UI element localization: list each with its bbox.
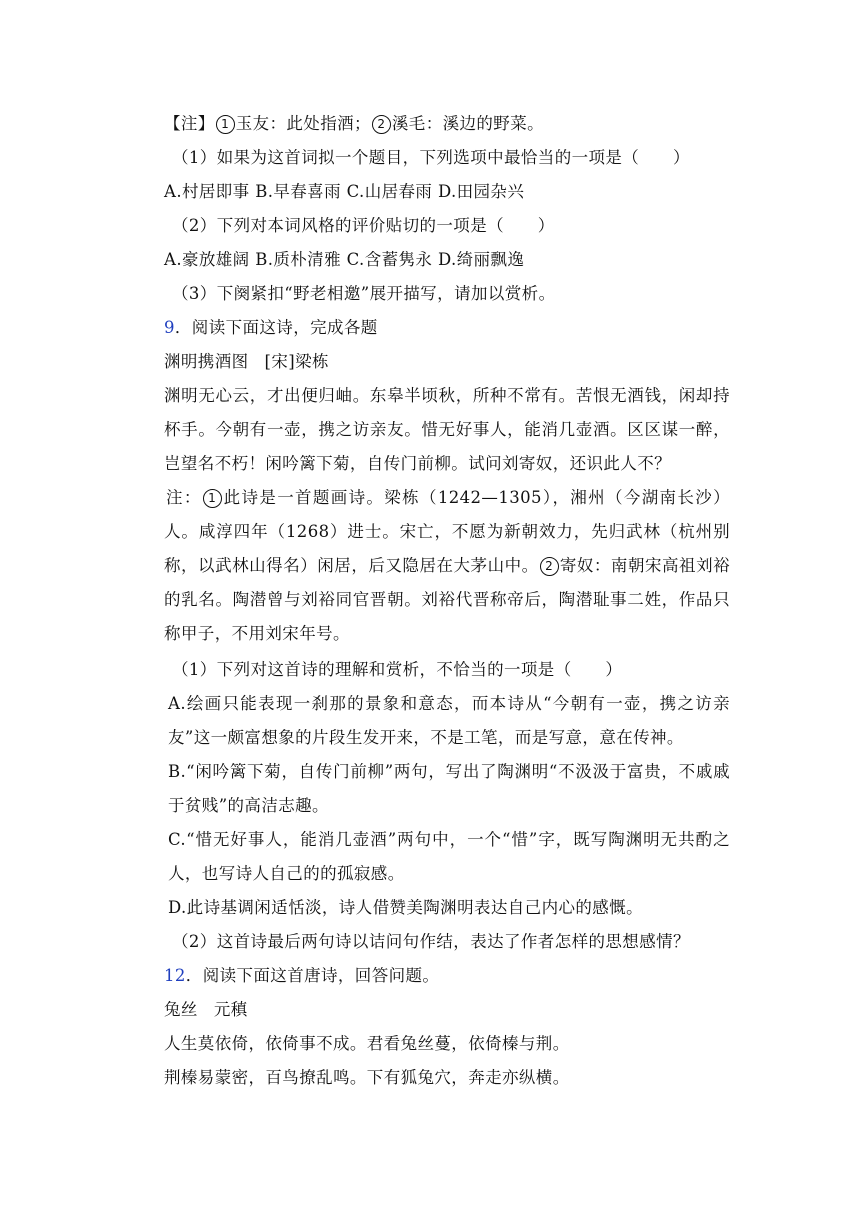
q9-subquestion-1: （1）下列对这首诗的理解和赏析，不恰当的一项是（ ） [172, 660, 623, 679]
q8-subquestion-3: （3）下阕紧扣“野老相邀”展开描写，请加以赏析。 [172, 284, 556, 303]
poem-line-2: 荆榛易蒙密，百鸟撩乱鸣。下有狐兔穴，奔走亦纵横。 [164, 1068, 570, 1087]
poem-author: 元稹 [213, 1000, 248, 1019]
poem-title: 兔丝 [164, 1000, 198, 1019]
question-number: 9 [164, 318, 175, 337]
note-text-2: 寄奴：南朝宋高祖刘裕的乳名。陶潜曾与刘裕同官晋朝。刘裕代晋称帝后，陶潜耻事二姓，作品只称甲子，不用刘宋年号。 [164, 556, 730, 643]
q8-subquestion-2: （2）下列对本词风格的评价贴切的一项是（ ） [172, 216, 555, 235]
document-page [164, 107, 730, 1095]
question-number: 12 [164, 966, 186, 985]
q12-heading [164, 959, 730, 993]
note-line [164, 107, 730, 141]
poem-title-line [164, 345, 730, 379]
question-stem: ．阅读下面这首唐诗，回答问题。 [185, 966, 440, 985]
poem-title: 渊明携酒图 [164, 352, 249, 371]
poem-body: 渊明无心云，才出便归岫。东皋半顷秋，所种不常有。苦恨无酒钱，闲却持杯手。今朝有一壶，携之访亲友。惜无好事人，能消几壶酒。区区谋一醉，岂望名不朽！闲吟篱下菊，自传门前柳。试问刘寄奴，还识此人不？ [164, 386, 730, 473]
q9-note [164, 481, 730, 651]
q8-options-2: A.豪放雄阔 B.质朴清雅 C.含蓄隽永 D.绮丽飘逸 [164, 250, 525, 269]
option-b: B.“闲吟篱下菊，自传门前柳”两句，写出了陶渊明“不汲汲于富贵，不戚戚于贫贱”的高洁志趣。 [168, 762, 730, 815]
note-text-2: 溪毛：溪边的野菜。 [391, 114, 545, 133]
option-c: C.“惜无好事人，能消几壶酒”两句中，一个“惜”字，既写陶渊明无共酌之人，也写诗人自己的的孤寂感。 [168, 830, 730, 883]
circled-number-1: 1 [203, 489, 222, 508]
q9-subquestion-2: （2）这首诗最后两句诗以诘问句作结，表达了作者怎样的思想感情？ [172, 932, 690, 951]
note-prefix: 【注】 [164, 114, 215, 133]
poem-title-line [164, 993, 730, 1027]
poem-line-1: 人生莫依倚，依倚事不成。君看兔丝蔓，依倚榛与荆。 [164, 1034, 570, 1053]
option-a: A.绘画只能表现一刹那的景象和意态，而本诗从“今朝有一壶，携之访亲友”这一颇富想象的片段生发开来，不是工笔，而是写意，意在传神。 [168, 694, 730, 747]
q8-options-1: A.村居即事 B.早春喜雨 C.山居春雨 D.田园杂兴 [164, 182, 525, 201]
circled-number-2: 2 [540, 557, 559, 576]
circled-number-2: 2 [372, 115, 391, 134]
poem-author: [宋]梁栋 [264, 352, 329, 371]
option-d: D.此诗基调闲适恬淡，诗人借赞美陶渊明表达自己内心的感慨。 [168, 898, 643, 917]
circled-number-1: 1 [216, 115, 235, 134]
note-text-1: 玉友：此处指酒； [235, 114, 371, 133]
note-text-1: 此诗是一首题画诗。梁栋（1242—1305），湘州（今湖南长沙）人。咸淳四年（1268）进士。宋亡，不愿为新朝效力，先归武林（杭州别称，以武林山得名）闲居，后又隐居在大茅山中。 [164, 488, 730, 575]
question-stem: ．阅读下面这诗，完成各题 [174, 318, 378, 337]
note-prefix: 注： [166, 488, 202, 507]
q9-heading [164, 311, 730, 345]
q8-subquestion-1: （1）如果为这首词拟一个题目，下列选项中最恰当的一项是（ ） [172, 148, 690, 167]
